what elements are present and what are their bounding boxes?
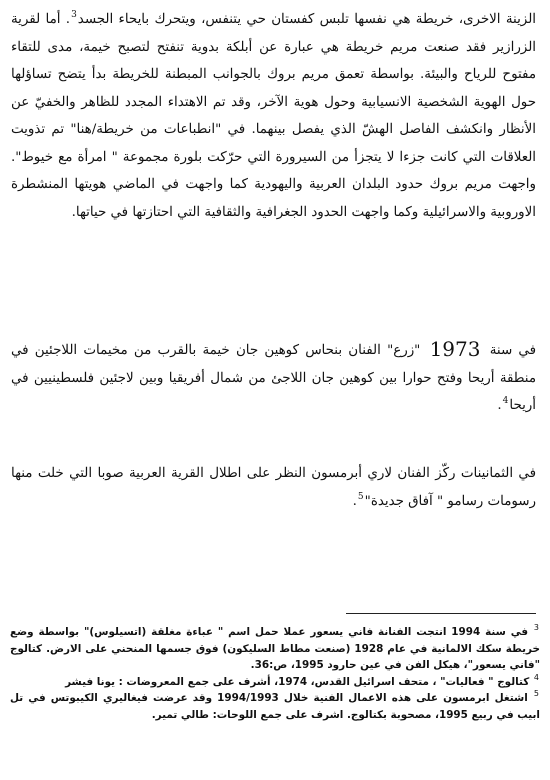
footnote-number: 4 — [533, 672, 539, 682]
year-number: 1973 — [429, 337, 481, 361]
paragraph-cohen-gan — [11, 336, 536, 420]
footnote-ref-3[interactable]: 3 — [71, 10, 77, 20]
footnote-ref-4[interactable]: 4 — [502, 396, 509, 406]
footnote-ref-5[interactable]: 5 — [357, 491, 364, 502]
paragraph-text: . — [352, 493, 357, 509]
paragraph-text: . — [497, 398, 502, 413]
footnote-item — [10, 674, 540, 691]
paragraph-text: "زرع" الفنان بنحاس كوهين جان خيمة بالقرب من مخيمات اللاجئين في منطقة أريحا وفتح حوارا بين كوهين جان اللاجئ من شمال أفريقيا وبين لاجئين فلسطينيين في أريحا — [11, 343, 536, 413]
footnote-text: في سنة 1994 انتجت الفنانة فاني يسعور عملا حمل اسم " عباءة مغلقة (اتسيلوس)" بواسطة وضع خريطة سكك الالمانية في عام 1928 (صنعت مطاط السليكون) فوق جسمها المنحني على الارض. كتالوج "فاني يسعور"، هيكل الفن في عين حارود 1995، ص:36. — [10, 626, 540, 672]
paragraph-maps — [11, 6, 536, 226]
paragraph-text: . أما لقرية الزرازير فقد صنعت مريم خريطة هي عبارة عن أبلكة بدوية تنفتح لتصبح خيمة، مدى للتقاء مفتوح للرياح والبيئة. بواسطة تعمق مريم بروك بالجوانب المبطنة للخريطة بدأ يتضح تساؤلها حول الهوية الشخصية الانسيابية وحول هوية الآخر، وقد تم الاهتداء المجدد للظاهر والخفيّ عن الأنظار وانكشف الفاصل الهشّ الذي يفصل بينهما. في "انطباعات من خريطة/هنا" تم تذويت العلاقات التي كانت جزءا لا يتجزأ من السيرورة التي حرّكت بلورة مجموعة " امرأة مع خيوط". واجهت مريم بروك حدود البلدان العربية واليهودية كما واجهت في الماضي هويتها المنشطرة الاوروبية والاسرائيلية وكما واجهت الحدود الجغرافية والثقافية التي احتازتها في حياتها. — [11, 12, 536, 220]
footnote-number: 3 — [533, 623, 539, 632]
footnote-text: اشتغل ابرمسون على هذه الاعمال الفنية خلال 1994/1993 وقد عرضت فيغاليري الكيبوتس في تل ابيب في ربيع 1995، مصحوبة بكتالوج. اشرف على جمع اللوحات: طالي تمير. — [10, 692, 540, 721]
footnote-number: 5 — [533, 689, 539, 699]
paragraph-text: الزينة الاخرى، خريطة هي نفسها تلبس كفستان حي يتنفس، ويتحرك بايحاء الجسد — [77, 12, 536, 27]
footnote-text: كتالوج " فعاليات" ، متحف اسرائيل القدس، 1974، أشرف على جمع المعروضات : يونا فيشر — [65, 675, 530, 688]
footnote-divider — [346, 613, 536, 614]
footnotes — [10, 624, 540, 724]
paragraph-text: في الثمانينات ركّز الفنان لاري أبرمسون النظر على اطلال القرية العربية صوبا التي خلت منها رسومات رسامو " آفاق جديدة" — [11, 466, 536, 509]
footnote-item — [10, 690, 540, 723]
footnote-item — [10, 624, 540, 674]
paragraph-abramson — [11, 460, 536, 515]
paragraph-text: في سنة — [489, 343, 536, 358]
